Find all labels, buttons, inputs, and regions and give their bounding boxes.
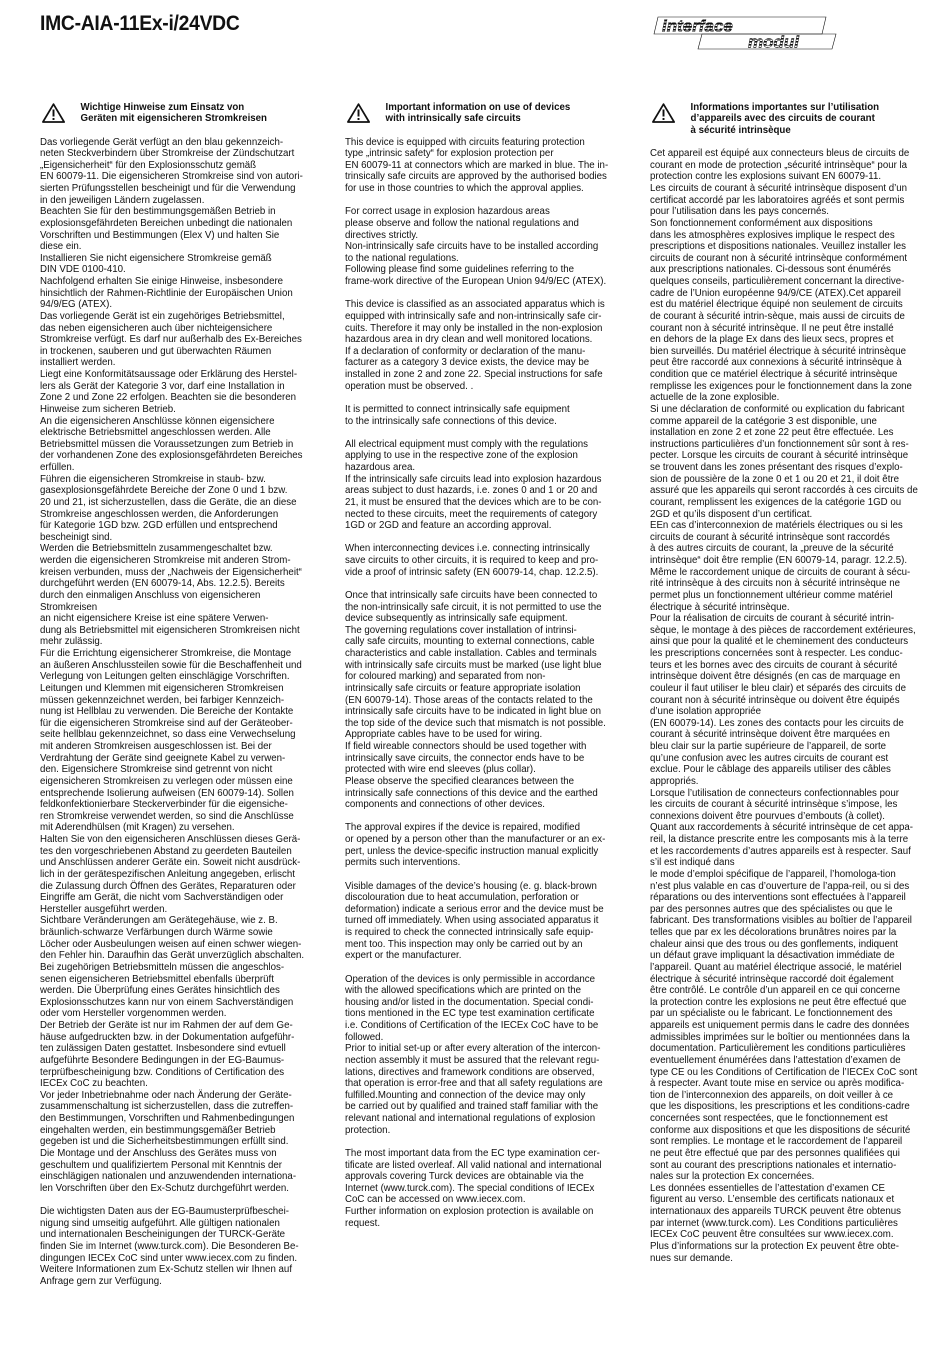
logo-line1: interface bbox=[662, 16, 733, 36]
logo-line2: modul bbox=[748, 32, 799, 52]
column-english bbox=[345, 90, 617, 1241]
section-body: This device is equipped with circuits featuring protection type „intrinsic safety“ for explosion protection per EN 60079-11 at connectors which are marked in blue. The in- trinsically safe circuits are approved by the authorised bodies for use in those countries to which the approval applies. For correct usage in explosion hazardous areas please observe and follow the national regulations and directives strictly. Non-intrinsically safe circuits have to be installed according to the national regulations. Following please find some guidelines referring to the frame-work directive of the European Union 94/9/EC (ATEX). This device is classified as an associated apparatus which is equipped with intrinsically safe and non-intrinsically safe cir- cuits. Therefore it may only be installed in the non-explosion hazardous area in dry clean and well monitored locations. If a declaration of conformity or declaration of the manu- facturer as a category 3 device exists, the device may be installed in zone 2 and zone 22. Special instructions for safe operation must be observed. . It is permitted to connect intrinsically safe equipment to the intrinsically safe connections of this device. All electrical equipment must comply with the regulations applying to use in the respective zone of the explosion hazardous area. If the intrinsically safe circuits lead into explosion hazardous areas subject to dust hazards, i.e. zones 0 and 1 or 20 and 21, it must be ensured that the devices which are to be con- nected to these circuits, meet the requirements of category 1GD or 2GD and feature an according approval. When interconnecting devices i.e. connecting intrinsically save circuits to other circuits, it is required to keep and pro- vide a proof of intrinsic safety (EN 60079-14, chap. 12.2.5). Once that intrinsically safe circuits have been connected to the non-intrinsically safe circuit, it is not permitted to use the device subsequently as intrinsically safe equipment. The governing regulations cover installation of intrinsi- cally safe circuits, mounting to external connections, cable characteristics and cable installation. Cables and terminals with intrinsically safe circuits must be marked (use light blue for coloured marking) and separated from non- intrinsically safe circuits or feature appropriate isolation (EN 60079-14). Those areas of the contacts related to the intrinsically safe circuits have to be indicated in light blue on the top side of the device such that mismatch is not possible. Appropriate cables have to be used for wiring. If field wireable connectors should be used together with intrinsically save circuits, the connector ends have to be protected with wire end sleeves (plus collar). Please observe the specified clearances between the intrinsically safe connections of this device and the earthed components and connections of other devices. The approval expires if the device is repaired, modified or opened by a person other than the manufacturer or an ex- pert, unless the device-specific instruction manual explicitly permits such interventions. Visible damages of the device’s housing (e. g. black-brown discolouration due to heat accumulation, perforation or deformation) indicate a serious error and the device must be turned off immediately. When using associated apparatus it is required to check the connected intrinsically safe equip- ment too. This inspection may only be carried out by an expert or the manufacturer. Operation of the devices is only permissible in accordance with the allowed specifications which are printed on the housing and/or listed in the documentation. Special condi- tions mentioned in the EC type test examination certificate i.e. Conditions of Certification of the IECEx CoC have to be followed. Prior to initial set-up or after every alteration of the intercon- nection assembly it must be assured that the relevant regu- lations, directives and framework conditions are observed, that operation is error-free and that all safety regulations are fulfilled.Mounting and connection of the device may only be carried out by qualified and trained staff familiar with the relevant national and international regulations of explosion protection. The most important data from the EC type examination cer- tificate are listed overleaf. All valid national and international approvals covering Turck devices are obtainable via the Internet (www.turck.com). The special conditions of IECEx CoC can be accessed on www.iecex.com. Further information on explosion protection is available on request. bbox=[345, 136, 609, 1229]
section-heading: Important information on use of devices with intrinsically safe circuits bbox=[385, 101, 571, 125]
column-header bbox=[40, 102, 312, 125]
column-french bbox=[650, 90, 922, 1276]
section-heading: Wichtige Hinweise zum Einsatz von Geräten mit eigensicheren Stromkreisen bbox=[80, 101, 267, 125]
section-body: Das vorliegende Gerät verfügt an den blau gekennzeich- neten Steckverbindern über Stromkreise der Zündschutzart „Eigensicherheit“ für den Explosionsschutz gemäß EN 60079-11. Die eigensicheren Stromkreise sind von autori- sierten Prüfungsstellen bescheinigt und für die Verwendung in den jeweiligen Ländern zugelassen. Beachten Sie für den bestimmungsgemäßen Betrieb in explosionsgefährdeten Bereichen unbedingt die nationalen Vorschriften und Bestimmungen (Elex V) und halten Sie diese ein. Installieren Sie nicht eigensichere Stromkreise gemäß DIN VDE 0100-410. Nachfolgend erhalten Sie einige Hinweise, insbesondere hinsichtlich der Rahmen-Richtlinie der Europäischen Union 94/9/EG (ATEX). Das vorliegende Gerät ist ein zugehöriges Betriebsmittel, das neben eigensicheren auch über nichteigensichere Stromkreise verfügt. Es darf nur außerhalb des Ex-Bereiches in trockenen, sauberen und gut überwachten Räumen installiert werden. Liegt eine Konformitätsaussage oder Erklärung des Herstel- lers als Gerät der Kategorie 3 vor, darf eine Installation in Zone 2 und Zone 22 erfolgen. Beachten sie die besonderen Hinweise zum sicheren Betrieb. An die eigensicheren Anschlüsse können eigensichere elektrische Betriebsmittel angeschlossen werden. Alle Betriebsmittel müssen die Voraussetzungen zum Betrieb in der vorhandenen Zone des explosionsgefährdeten Bereiches erfüllen. Führen die eigensicheren Stromkreise in staub- bzw. gasexplosionsgefährdete Bereiche der Zone 0 und 1 bzw. 20 und 21, ist sicherzustellen, dass die Geräte, die an diese Stromkreise angeschlossen werden, die Anforderungen für Kategorie 1GD bzw. 2GD erfüllen und entsprechend bescheinigt sind. Werden die Betriebsmitteln zusammengeschaltet bzw. werden die eigensicheren Stromkreise mit anderen Strom- kreisen verbunden, muss der „Nachweis der Eigensicherheit“ durchgeführt werden (EN 60079-14, Abs. 12.2.5). Bereits durch den einmaligen Anschluss von eigensicheren Stromkreisen an nicht eigensichere Kreise ist eine spätere Verwen- dung als Betriebsmittel mit eigensicheren Stromkreisen nicht mehr zulässig. Für die Errichtung eigensicherer Stromkreise, die Montage an äußeren Anschlussteilen sowie für die Beschaffenheit und Verlegung von Leitungen gelten einschlägige Vorschriften. Leitungen und Klemmen mit eigensicheren Stromkreisen müssen gekennzeichnet werden, bei farbiger Kennzeich- nung ist Hellblau zu verwenden. Die Bereiche der Kontakte für die eigensicheren Stromkreise sind auf der Geräteober- seite hellblau gekennzeichnet, so dass eine Verwechselung mit anderen Stromkreisen ausgeschlossen ist. Bei der Verdrahtung der Geräte sind geeignete Kabel zu verwen- den. Eigensichere Stromkreise sind getrennt von nicht eigensicheren Stromkreisen zu verlegen oder müssen eine entsprechende Isolierung aufweisen (EN 60079-14). Sollen feldkonfektionierbare Steckerverbinder für die eigensiche- ren Stromkreise verwendet werden, so sind die Anschlüsse mit Aderendhülsen (mit Kragen) zu versehen. Halten Sie von den eigensicheren Anschlüssen dieses Gerä- tes den vorgeschriebenen Abstand zu geerdeten Bauteilen und Anschlüssen anderer Geräte ein. Soweit nicht ausdrück- lich in der gerätespezifischen Anleitung angegeben, erlischt die Zulassung durch Öffnen des Gerätes, Reparaturen oder Eingriffe am Gerät, die nicht vom Sachverständigen oder Hersteller ausgeführt werden. Sichtbare Veränderungen am Gerätegehäuse, wie z. B. bräunlich-schwarze Verfärbungen durch Wärme sowie Löcher oder Ausbeulungen weisen auf einen schwer wiegen- den Fehler hin. Daraufhin das Gerät unverzüglich abschalten. Bei zugehörigen Betriebsmitteln müssen die angeschlos- senen eigensicheren Betriebsmittel ebenfalls überprüft werden. Die Überprüfung eines Gerätes hinsichtlich des Explosionsschutzes kann nur von einem Sachverständigen oder vom Hersteller vorgenommen werden. Der Betrieb der Geräte ist nur im Rahmen der auf dem Ge- häuse aufgedruckten bzw. in der Dokumentation aufgeführ- ten zulässigen Daten gestattet. Insbesondere sind evtuell aufgeführte Besondere Bedingungen in der EG-Baumus- terprüfbescheinigung bzw. Conditions of Certification des IECEx CoC zu beachten. Vor jeder Inbetriebnahme oder nach Änderung der Geräte- zusammenschaltung ist sicherzustellen, dass die zutreffen- den Bestimmungen, Vorschriften und Rahmenbedingungen eingehalten werden, ein bestimmungsgemäßer Betrieb gegeben ist und die Sicherheitsbestimmungen erfüllt sind. Die Montage und der Anschluss des Gerätes muss von geschultem und qualifiziertem Personal mit Kenntnis der einschlägigen nationalen und anzuwendenden internationa- len Vorschriften über den Ex-Schutz durchgeführt werden. Die wichtigsten Daten aus der EG-Baumusterprüfbeschei- nigung sind umseitig aufgeführt. Alle gültigen nationalen und internationalen Bescheinigungen der TURCK-Geräte finden Sie im Internet (www.turck.com). Die Besonderen Be- dingungen IECEx CoC sind unter www.iecex.com zu finden. Weitere Informationen zum Ex-Schutz stellen wir Ihnen auf Anfrage gern zur Verfügung. bbox=[40, 136, 305, 1287]
column-header bbox=[345, 102, 617, 125]
column-german bbox=[40, 90, 312, 1299]
page-title: IMC-AIA-11Ex-i/24VDC bbox=[40, 12, 240, 35]
section-body: Cet appareil est équipé aux connecteurs bleus de circuits de courant en mode de protection „sécurité intrinsèque“ pour la protection contre les explosions suivant EN 60079-11. Les circuits de courant à sécurité intrinsèque disposent d’un certificat accordé par les laboratoires agréés et sont permis pour l’utilisation dans les pays concernés. Son fonctionnement conformément aux dispositions dans les atmosphères explosives implique le respect des prescriptions et dispositions nationales. Veuillez installer les circuits de courant non à sécurité intrinsèque conformément aux prescriptions nationales. Ci-dessous sont énumérés quelques conseils, particulièrement concernant la directive- cadre de l’Union européenne 94/9/CE (ATEX).Cet appareil est du matériel électrique équipé non seulement de circuits de courant à sécurité intrin-sèque, mais aussi de circuits de courant non à sécurité intrinsèque. Il ne peut être installé en dehors de la plage Ex dans des lieux secs, propres et bien surveillés. Du matériel électrique à sécurité intrinsèque peut être raccordé aux connexions à sécurité intrinsèque à condition que ce matériel électrique à sécurité intrinsèque remplisse les exigences pour le fonctionnement dans la zone actuelle de la zone explosible. Si une déclaration de conformité ou explication du fabricant comme appareil de la catégorie 3 est disponible, une installation en zone 2 et zone 22 peut être effectuée. Les instructions particulières d’un fonctionnement sûr sont à res- pecter. Lorsque les circuits de courant à sécurité intrinsèque se trouvent dans les zones présentant des risques d’explo- sion de poussière de la zone 0 et 1 ou 20 et 21, il doit être assuré que les appareils qui seront raccordés à ces circuits de courant, remplissent les exigences de la catégorie 1GD ou 2GD et qu’ils disposent d’un certificat. EEn cas d’interconnexion de matériels électriques ou si les circuits de courant à sécurité intrinsèque sont raccordés à des autres circuits de courant, la „preuve de la sécurité intrinsèque“ doit être remplie (EN 60079-14, paragr. 12.2.5). Même le raccordement unique de circuits de courant à sécu- rité intrinsèque à des circuits non à sécurité intrinsèque ne permet plus un fonctionnement ultérieur comme matériel électrique à sécurité intrinsèque. Pour la réalisation de circuits de courant à sécurité intrin- sèque, le montage à des pièces de raccordement extérieures, ainsi que pour la qualité et le cheminement des conducteurs les prescriptions concernées sont à respecter. Les conduc- teurs et les bornes avec des circuits de courant à sécurité intrinsèque doivent être désignés (en cas de marquage en couleur il faut utiliser le bleu clair) et séparés des circuits de courant non à sécurité intrinsèque ou doivent être équipés d’une isolation appropriée (EN 60079-14). Les zones des contacts pour les circuits de courant à sécurité intrinsèque doivent être marquées en bleu clair sur la partie supérieure de l’appareil, de sorte qu’une confusion avec les autres circuits de courant est exclue. Pour le câblage des appareils utiliser des câbles appropriés. Lorsque l’utilisation de connecteurs confectionnables pour les circuits de courant à sécurité intrinsèque s’impose, les connexions doivent être pourvues d’embouts (à collet). Quant aux raccordements à sécurité intrinsèque de cet appa- reil, la distance prescrite entre les composants mis à la terre et les raccordements d’autres appareils est à respecter. Sauf s’il est indiqué dans le mode d’emploi spécifique de l’appareil, l’homologa-tion n’est plus valable en cas d’ouverture de l’appa-reil, ou si des réparations ou des interventions sont effectuées à l’appareil par des personnes autres que des spécialistes ou que le fabricant. Des transformations visibles au boîtier de l’appareil telles que par ex les décolorations brunâtres noires par la chaleur ainsi que des trous ou des gonflements, indiquent un défaut grave impliquant la désactivation immédiate de l’appareil. Quant au matériel électrique associé, le matériel électrique à sécurité intrinsèque raccordé doit également être contrôlé. Le contrôle d’un appareil en ce qui concerne la protection contre les explosions ne peut être effectué que par un spécialiste ou le fabricant. Le fonctionnement des appareils est uniquement permis dans le cadre des données admissibles imprimées sur le boîtier ou mentionnées dans la documentation. Particulièrement les conditions particulières eventuellement énumérées dans l’attestation d’examen de type CE ou les Conditions of Certification de l’IECEx CoC sont à respecter. Avant toute mise en service ou après modifica- tion de l’interconnexion des appareils, on doit veiller à ce que les dispositions, les prescriptions et les conditions-cadre concernées sont respectées, que le fonctionnement est conforme aux dispositions et que les dispositions de sécurité sont remplies. Le montage et le raccordement de l’appareil ne peut être effectué que par des personnes qualifiées qui sont au courant des prescriptions nationales et internatio- nales sur la protection Ex concernées. Les données essentielles de l’attestation d’examen CE figurent au verso. L’ensemble des certificats nationaux et internationaux des appareils TURCK peuvent être obtenus par internet (www.turck.com). Les Conditions particulières IECEx CoC peuvent être consultées sur www.iecex.com. Plus d’informations sur la protection Ex peuvent être obte- nues sur demande. bbox=[650, 148, 918, 1264]
warning-triangle-icon bbox=[652, 103, 675, 123]
warning-triangle-icon bbox=[347, 103, 370, 123]
interface-modul-logo bbox=[650, 14, 840, 52]
section-heading: Informations importantes sur l’utilisation d’appareils avec des circuits de courant à sécurité intrinsèque bbox=[690, 101, 880, 136]
column-header bbox=[650, 102, 922, 137]
warning-triangle-icon bbox=[42, 103, 65, 123]
